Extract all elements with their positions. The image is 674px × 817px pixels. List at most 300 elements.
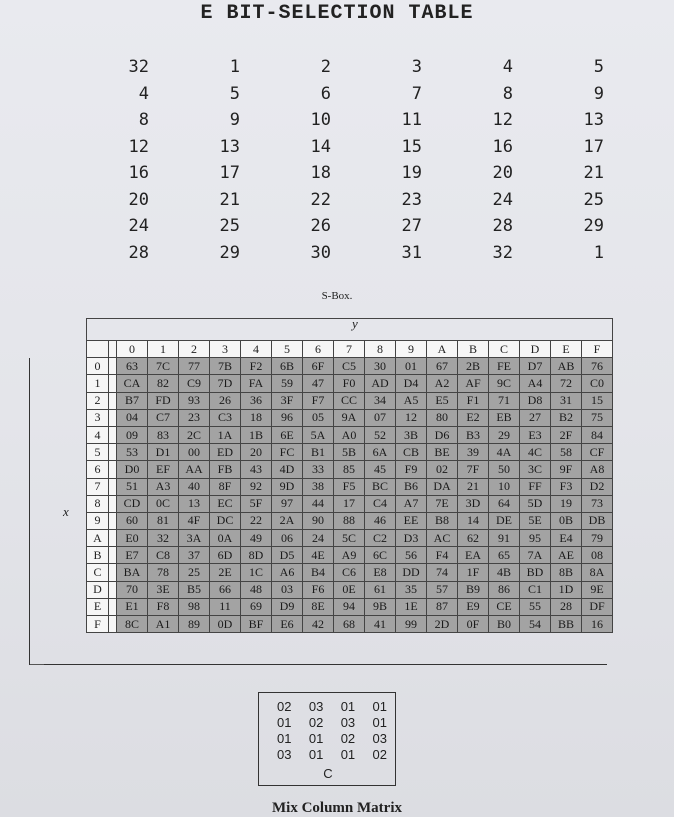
- sbox-cell: 7C: [148, 358, 179, 375]
- ebit-cell: 9: [229, 110, 240, 131]
- sbox-cell: 2E: [210, 564, 241, 581]
- sbox-spacer-cell: [109, 461, 117, 478]
- sbox-cell: AC: [427, 530, 458, 547]
- sbox-cell: 15: [582, 392, 613, 409]
- ebit-cell: 13: [219, 136, 240, 157]
- sbox-cell: 6D: [210, 547, 241, 564]
- sbox-cell: 78: [148, 564, 179, 581]
- sbox-spacer-cell: [109, 478, 117, 495]
- sbox-cell: 11: [210, 598, 241, 615]
- sbox-row-header: 6: [87, 461, 109, 478]
- sbox-cell: E1: [117, 598, 148, 615]
- ebit-cell: 12: [128, 136, 149, 157]
- sbox-cell: 38: [303, 478, 334, 495]
- sbox-row: [87, 409, 613, 426]
- sbox-cell: 45: [365, 461, 396, 478]
- sbox-cell: 5E: [520, 512, 551, 529]
- sbox-cell: 58: [551, 444, 582, 461]
- sbox-cell: FA: [241, 375, 272, 392]
- sbox-spacer-cell: [109, 495, 117, 512]
- sbox-cell: DB: [582, 512, 613, 529]
- sbox-cell: 69: [241, 598, 272, 615]
- sbox-row-header: 8: [87, 495, 109, 512]
- sbox-spacer-cell: [109, 444, 117, 461]
- sbox-row-header: 2: [87, 392, 109, 409]
- sbox-cell: 4C: [520, 444, 551, 461]
- sbox-cell: 01: [396, 358, 427, 375]
- sbox-cell: 95: [520, 530, 551, 547]
- sbox-cell: 36: [241, 392, 272, 409]
- ebit-cell: 22: [310, 189, 331, 210]
- ebit-cell: 5: [229, 83, 240, 104]
- sbox-cell: 82: [148, 375, 179, 392]
- sbox-cell: A7: [396, 495, 427, 512]
- sbox-col-header: 8: [365, 341, 396, 358]
- sbox-cell: 25: [179, 564, 210, 581]
- sbox-cell: C3: [210, 409, 241, 426]
- sbox-cell: 1C: [241, 564, 272, 581]
- sbox-row-axis-label: x: [63, 504, 69, 519]
- sbox-cell: C8: [148, 547, 179, 564]
- mix-matrix-cell: 01: [308, 731, 324, 746]
- sbox-cell: 1D: [551, 581, 582, 598]
- ebit-cell: 16: [492, 136, 513, 157]
- sbox-header-row: [87, 341, 613, 358]
- mix-matrix-cell: 03: [277, 747, 292, 762]
- ebit-cell: 12: [492, 110, 513, 131]
- sbox-cell: 47: [303, 375, 334, 392]
- sbox-cell: 8F: [210, 478, 241, 495]
- sbox-cell: 8C: [117, 616, 148, 633]
- sbox-cell: 08: [582, 547, 613, 564]
- sbox-cell: FC: [272, 444, 303, 461]
- sbox-row: [87, 616, 613, 633]
- sbox-cell: D6: [427, 426, 458, 443]
- sbox-cell: 14: [458, 512, 489, 529]
- sbox-cell: DD: [396, 564, 427, 581]
- sbox-cell: CC: [334, 392, 365, 409]
- sbox-row: [87, 375, 613, 392]
- sbox-cell: 07: [365, 409, 396, 426]
- sbox-col-header: 5: [272, 341, 303, 358]
- sbox-cell: 94: [334, 598, 365, 615]
- ebit-cell: 8: [138, 110, 149, 131]
- sbox-row-header: B: [87, 547, 109, 564]
- sbox-row-header: 5: [87, 444, 109, 461]
- sbox-cell: 83: [148, 426, 179, 443]
- sbox-row: [87, 358, 613, 375]
- ebit-row: [70, 134, 616, 161]
- sbox-cell: E6: [272, 616, 303, 633]
- sbox-cell: 88: [334, 512, 365, 529]
- sbox-row: [87, 512, 613, 529]
- sbox-cell: B7: [117, 392, 148, 409]
- sbox-cell: F4: [427, 547, 458, 564]
- sbox-cell: 4F: [179, 512, 210, 529]
- sbox-title: S-Box.: [321, 290, 353, 302]
- sbox-y-title-cell: [109, 319, 613, 341]
- sbox-cell: D0: [117, 461, 148, 478]
- ebit-cell: 27: [401, 216, 422, 237]
- sbox-cell: 56: [396, 547, 427, 564]
- sbox-cell: E4: [551, 530, 582, 547]
- sbox-cell: 3F: [272, 392, 303, 409]
- sbox-cell: 20: [241, 444, 272, 461]
- sbox-col-header: 0: [117, 341, 148, 358]
- sbox-cell: 89: [179, 616, 210, 633]
- sbox-cell: 0D: [210, 616, 241, 633]
- sbox-cell: AA: [179, 461, 210, 478]
- ebit-row: [70, 240, 616, 267]
- mix-column-matrix-title: Mix Column Matrix: [272, 800, 402, 816]
- sbox-cell: A4: [520, 375, 551, 392]
- sbox-col-axis-label: y: [352, 316, 358, 331]
- sbox-cell: 68: [334, 616, 365, 633]
- sbox-cell: 34: [365, 392, 396, 409]
- sbox-cell: 4B: [489, 564, 520, 581]
- sbox-cell: 52: [365, 426, 396, 443]
- sbox-cell: 02: [427, 461, 458, 478]
- sbox-cell: B0: [489, 616, 520, 633]
- sbox-row: [87, 461, 613, 478]
- ebit-cell: 8: [502, 83, 513, 104]
- sbox-cell: EF: [148, 461, 179, 478]
- sbox-cell: C0: [582, 375, 613, 392]
- sbox-cell: BC: [365, 478, 396, 495]
- sbox-col-header: 3: [210, 341, 241, 358]
- sbox-cell: 16: [582, 616, 613, 633]
- sbox-cell: A0: [334, 426, 365, 443]
- sbox-cell: 1F: [458, 564, 489, 581]
- sbox-cell: 81: [148, 512, 179, 529]
- ebit-cell: 19: [401, 163, 422, 184]
- sbox-cell: D5: [272, 547, 303, 564]
- sbox-spacer-cell: [109, 616, 117, 633]
- sbox-cell: 13: [179, 495, 210, 512]
- mix-matrix-cell: 02: [372, 747, 387, 762]
- sbox-cell: 0C: [148, 495, 179, 512]
- sbox-cell: EA: [458, 547, 489, 564]
- sbox-cell: 51: [117, 478, 148, 495]
- ebit-cell: 32: [128, 57, 149, 78]
- sbox-cell: 9D: [272, 478, 303, 495]
- sbox-row-header: D: [87, 581, 109, 598]
- sbox-cell: 71: [489, 392, 520, 409]
- sbox-cell: 0F: [458, 616, 489, 633]
- ebit-cell: 23: [401, 189, 422, 210]
- sbox-cell: F8: [148, 598, 179, 615]
- sbox-cell: E5: [427, 392, 458, 409]
- sbox-cell: 75: [582, 409, 613, 426]
- sbox-row-header: 4: [87, 426, 109, 443]
- sbox-cell: 4D: [272, 461, 303, 478]
- ebit-cell: 14: [310, 136, 331, 157]
- sbox-cell: 29: [489, 426, 520, 443]
- sbox-cell: CB: [396, 444, 427, 461]
- sbox-cell: 46: [365, 512, 396, 529]
- sbox-row-header: E: [87, 598, 109, 615]
- sbox-cell: 21: [458, 478, 489, 495]
- sbox-cell: D2: [582, 478, 613, 495]
- sbox-table: [86, 318, 613, 633]
- sbox-cell: 1A: [210, 426, 241, 443]
- sbox-cell: 5D: [520, 495, 551, 512]
- sbox-cell: 48: [241, 581, 272, 598]
- ebit-cell: 26: [310, 216, 331, 237]
- sbox-cell: E8: [365, 564, 396, 581]
- sbox-cell: 59: [272, 375, 303, 392]
- ebit-cell: 4: [502, 57, 513, 78]
- mix-matrix-cell: 01: [372, 699, 387, 714]
- sbox-cell: 26: [210, 392, 241, 409]
- sbox-cell: B4: [303, 564, 334, 581]
- sbox-row-header: 9: [87, 512, 109, 529]
- ebit-cell: 11: [401, 110, 422, 131]
- sbox-cell: F1: [458, 392, 489, 409]
- sbox-row: [87, 581, 613, 598]
- ebit-cell: 1: [593, 242, 604, 263]
- sbox-cell: E3: [520, 426, 551, 443]
- sbox-cell: 7E: [427, 495, 458, 512]
- sbox-row: [87, 478, 613, 495]
- sbox-row: [87, 564, 613, 581]
- ebit-cell: 16: [128, 163, 149, 184]
- sbox-cell: D9: [272, 598, 303, 615]
- sbox-cell: D3: [396, 530, 427, 547]
- sbox-cell: 85: [334, 461, 365, 478]
- sbox-cell: 96: [272, 409, 303, 426]
- ebit-cell: 5: [593, 57, 604, 78]
- mix-matrix-cell: 03: [372, 731, 387, 746]
- ebit-cell: 25: [583, 189, 604, 210]
- sbox-cell: C4: [365, 495, 396, 512]
- sbox-cell: 7B: [210, 358, 241, 375]
- sbox-cell: 72: [551, 375, 582, 392]
- sbox-cell: 76: [582, 358, 613, 375]
- sbox-cell: 4A: [489, 444, 520, 461]
- sbox-cell: CA: [117, 375, 148, 392]
- sbox-cell: 97: [272, 495, 303, 512]
- sbox-cell: 41: [365, 616, 396, 633]
- mix-matrix-cell: 02: [277, 699, 292, 714]
- sbox-cell: 4E: [303, 547, 334, 564]
- sbox-cell: FF: [520, 478, 551, 495]
- sbox-cell: 7A: [520, 547, 551, 564]
- sbox-cell: D1: [148, 444, 179, 461]
- sbox-cell: 31: [551, 392, 582, 409]
- ebit-row: [70, 54, 616, 81]
- sbox-spacer-cell: [109, 547, 117, 564]
- sbox-cell: B5: [179, 581, 210, 598]
- sbox-cell: FB: [210, 461, 241, 478]
- sbox-cell: C2: [365, 530, 396, 547]
- sbox-cell: 09: [117, 426, 148, 443]
- sbox-cell: 5F: [241, 495, 272, 512]
- sbox-spacer-cell: [109, 341, 117, 358]
- sbox-cell: B6: [396, 478, 427, 495]
- sbox-row: [87, 547, 613, 564]
- mix-matrix-cell: 01: [340, 699, 356, 714]
- sbox-cell: 70: [117, 581, 148, 598]
- sbox-cell: CF: [582, 444, 613, 461]
- ebit-cell: 28: [128, 242, 149, 263]
- sbox-cell: 53: [117, 444, 148, 461]
- sbox-cell: AB: [551, 358, 582, 375]
- sbox-cell: 6A: [365, 444, 396, 461]
- sbox-cell: 6F: [303, 358, 334, 375]
- sbox-cell: 0E: [334, 581, 365, 598]
- sbox-cell: 3D: [458, 495, 489, 512]
- sbox-cell: D4: [396, 375, 427, 392]
- sbox-cell: 22: [241, 512, 272, 529]
- sbox-cell: BA: [117, 564, 148, 581]
- sbox-cell: BF: [241, 616, 272, 633]
- sbox-spacer-cell: [109, 564, 117, 581]
- sbox-cell: 27: [520, 409, 551, 426]
- sbox-cell: 63: [117, 358, 148, 375]
- sbox-spacer-cell: [109, 530, 117, 547]
- sbox-cell: F0: [334, 375, 365, 392]
- sbox-cell: 93: [179, 392, 210, 409]
- ebit-cell: 1: [229, 57, 240, 78]
- sbox-cell: A9: [334, 547, 365, 564]
- sbox-row: [87, 530, 613, 547]
- sbox-cell: DF: [582, 598, 613, 615]
- sbox-col-header: 4: [241, 341, 272, 358]
- sbox-spacer-cell: [109, 392, 117, 409]
- sbox-cell: 84: [582, 426, 613, 443]
- sbox-cell: 24: [303, 530, 334, 547]
- ebit-cell: 20: [128, 189, 149, 210]
- ebit-cell: 21: [583, 163, 604, 184]
- sbox-cell: BB: [551, 616, 582, 633]
- sbox-cell: 12: [396, 409, 427, 426]
- sbox-cell: 55: [520, 598, 551, 615]
- ebit-cell: 29: [583, 216, 604, 237]
- sbox-cell: 05: [303, 409, 334, 426]
- sbox-cell: DC: [210, 512, 241, 529]
- sbox-col-header: B: [458, 341, 489, 358]
- sbox-cell: 0B: [551, 512, 582, 529]
- sbox-cell: B1: [303, 444, 334, 461]
- sbox-cell: 98: [179, 598, 210, 615]
- ebit-row: [70, 187, 616, 214]
- sbox-cell: 19: [551, 495, 582, 512]
- sbox-col-header: 6: [303, 341, 334, 358]
- sbox-col-header: C: [489, 341, 520, 358]
- sbox-cell: 64: [489, 495, 520, 512]
- ebit-cell: 7: [411, 83, 422, 104]
- ebit-table: [70, 54, 616, 266]
- sbox-col-header: D: [520, 341, 551, 358]
- sbox-cell: 9B: [365, 598, 396, 615]
- sbox-cell: EE: [396, 512, 427, 529]
- sbox-col-header: 2: [179, 341, 210, 358]
- sbox-cell: 6E: [272, 426, 303, 443]
- sbox-cell: E0: [117, 530, 148, 547]
- sbox-col-header: E: [551, 341, 582, 358]
- sbox-cell: A1: [148, 616, 179, 633]
- mix-matrix-cell: 02: [308, 715, 324, 730]
- sbox-spacer-cell: [109, 375, 117, 392]
- sbox-corner-cell: [87, 341, 109, 358]
- sbox-spacer-cell: [109, 598, 117, 615]
- sbox-cell: FD: [148, 392, 179, 409]
- sbox-cell: C7: [148, 409, 179, 426]
- sbox-spacer-cell: [109, 409, 117, 426]
- sbox-cell: 30: [365, 358, 396, 375]
- sbox-cell: 00: [179, 444, 210, 461]
- ebit-row: [70, 160, 616, 187]
- sbox-cell: BD: [520, 564, 551, 581]
- sbox-cell: C1: [520, 581, 551, 598]
- sbox-cell: A5: [396, 392, 427, 409]
- mix-matrix-row: [277, 699, 387, 714]
- sbox-cell: ED: [210, 444, 241, 461]
- sbox-row-header: 7: [87, 478, 109, 495]
- ebit-cell: 25: [219, 216, 240, 237]
- sbox-col-header: F: [582, 341, 613, 358]
- sbox-cell: 80: [427, 409, 458, 426]
- sbox-cell: 2C: [179, 426, 210, 443]
- ebit-cell: 13: [583, 110, 604, 131]
- sbox-row: [87, 598, 613, 615]
- ebit-cell: 18: [310, 163, 331, 184]
- ebit-cell: 32: [492, 242, 513, 263]
- sbox-cell: 32: [148, 530, 179, 547]
- sbox-col-header: 1: [148, 341, 179, 358]
- sbox-cell: 87: [427, 598, 458, 615]
- ebit-table-title: E BIT-SELECTION TABLE: [200, 2, 474, 25]
- sbox-row-header: 0: [87, 358, 109, 375]
- sbox-cell: 3C: [520, 461, 551, 478]
- sbox-col-header: 9: [396, 341, 427, 358]
- ebit-row: [70, 213, 616, 240]
- sbox-cell: 79: [582, 530, 613, 547]
- sbox-cell: C6: [334, 564, 365, 581]
- sbox-cell: AD: [365, 375, 396, 392]
- sbox-cell: 90: [303, 512, 334, 529]
- sbox-col-header: 7: [334, 341, 365, 358]
- mix-matrix-cell: 03: [308, 699, 324, 714]
- sbox-cell: DA: [427, 478, 458, 495]
- mix-matrix-cell: 01: [308, 747, 324, 762]
- sbox-cell: 8B: [551, 564, 582, 581]
- sbox-cell: 8D: [241, 547, 272, 564]
- sbox-cell: 06: [272, 530, 303, 547]
- sbox-cell: DE: [489, 512, 520, 529]
- ebit-cell: 10: [310, 110, 331, 131]
- sbox-row: [87, 426, 613, 443]
- sbox-cell: 86: [489, 581, 520, 598]
- sbox-cell: 8A: [582, 564, 613, 581]
- sbox-cell: 8E: [303, 598, 334, 615]
- frame-tick-mark: [30, 664, 44, 665]
- sbox-cell: 18: [241, 409, 272, 426]
- sbox-cell: 66: [210, 581, 241, 598]
- sbox-cell: 7D: [210, 375, 241, 392]
- sbox-cell: 91: [489, 530, 520, 547]
- sbox-cell: 7F: [458, 461, 489, 478]
- sbox-cell: 61: [365, 581, 396, 598]
- sbox-cell: 3B: [396, 426, 427, 443]
- sbox-cell: E2: [458, 409, 489, 426]
- sbox-cell: D8: [520, 392, 551, 409]
- sbox-cell: 0A: [210, 530, 241, 547]
- sbox-cell: 9C: [489, 375, 520, 392]
- sbox-cell: 10: [489, 478, 520, 495]
- sbox-cell: CD: [117, 495, 148, 512]
